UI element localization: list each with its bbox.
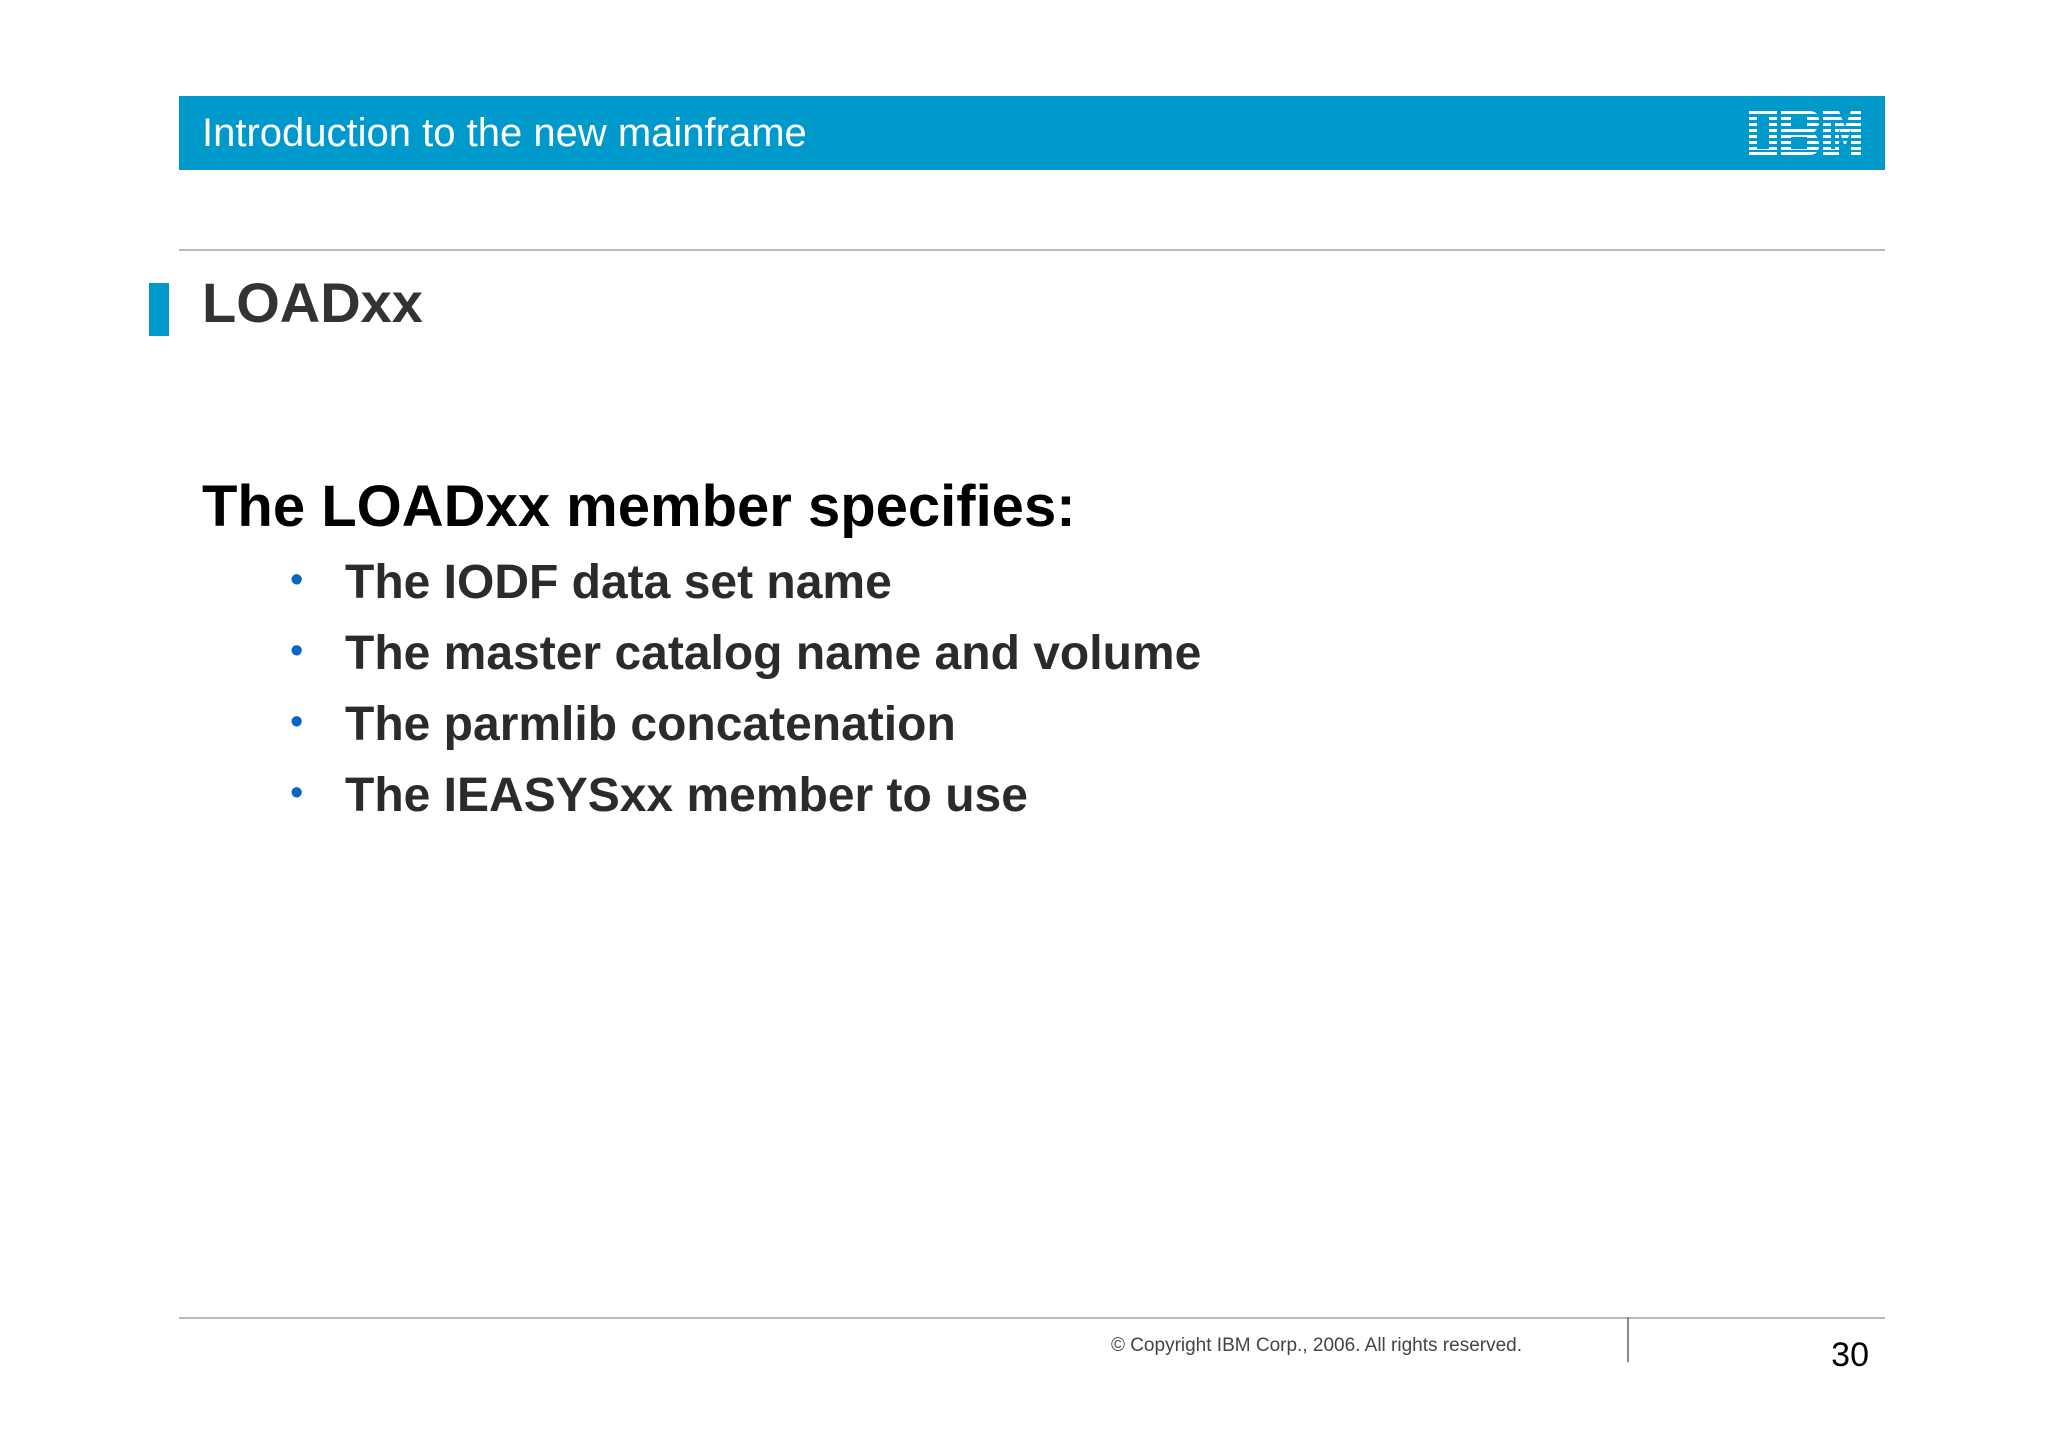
footer-divider — [1627, 1317, 1629, 1362]
bullet-icon: • — [290, 701, 304, 743]
bullet-text: The parmlib concatenation — [345, 698, 956, 751]
slide-title: LOADxx — [202, 271, 423, 334]
copyright-text: © Copyright IBM Corp., 2006. All rights reserved. — [1110, 1335, 1522, 1356]
top-rule — [179, 249, 1885, 251]
bottom-rule — [179, 1317, 1885, 1319]
page-number: 30 — [1831, 1336, 1869, 1374]
header-bar — [179, 96, 1885, 170]
bullet-icon: • — [290, 772, 304, 814]
bullet-text: The IEASYSxx member to use — [345, 769, 1028, 822]
ibm-logo — [1749, 111, 1861, 155]
bullet-text: The IODF data set name — [345, 556, 892, 609]
bullet-icon: • — [290, 559, 304, 601]
title-marker — [149, 283, 169, 336]
bullet-icon: • — [290, 630, 304, 672]
bullet-text: The master catalog name and volume — [345, 627, 1202, 680]
header-title: Introduction to the new mainframe — [202, 111, 807, 155]
lead-text: The LOADxx member specifies: — [202, 474, 1076, 539]
